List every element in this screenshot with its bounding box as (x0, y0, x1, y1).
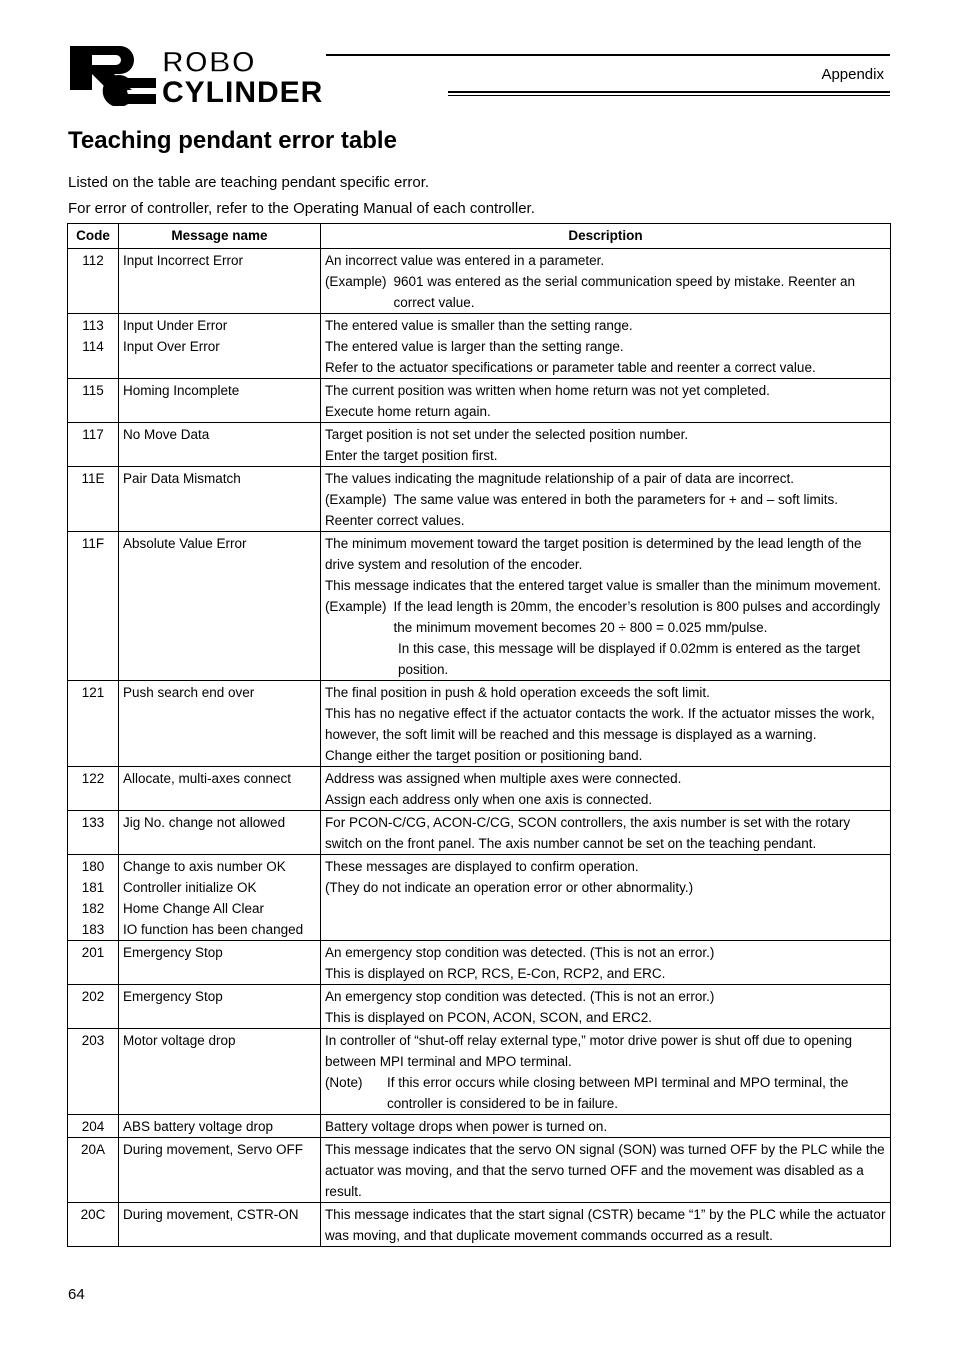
description-text: The minimum movement toward the target position is determined by the lead length of the drive system and resolution of the encoder. (324, 536, 862, 572)
error-code: 202 (81, 989, 105, 1004)
message-name: During movement, Servo OFF (122, 1142, 304, 1157)
error-code: 133 (81, 815, 105, 830)
description-text: The current position was written when home return was not yet completed. (324, 383, 770, 398)
header-rule-bottom-thin (448, 95, 890, 96)
description-text: For PCON-C/CG, ACON-C/CG, SCON controllers, the axis number is set with the rotary switch on the front panel. The axis number cannot be set on the teaching pendant. (324, 815, 851, 851)
description-text: Change either the target position or positioning band. (324, 748, 643, 763)
error-code: 183 (81, 922, 105, 937)
error-code-cell (68, 985, 119, 1029)
error-code-cell (68, 423, 119, 467)
description-text: The entered value is smaller than the setting range. (324, 318, 633, 333)
description-text: The entered value is larger than the setting range. (324, 339, 624, 354)
description-cell (320, 467, 890, 532)
message-name-cell (118, 532, 320, 681)
description-cell (320, 767, 890, 811)
message-name: Absolute Value Error (122, 536, 247, 551)
message-name: Controller initialize OK (122, 880, 257, 895)
message-name: IO function has been changed (122, 922, 304, 937)
description-cell (320, 681, 890, 767)
error-code-cell (68, 1138, 119, 1203)
message-name: During movement, CSTR-ON (122, 1207, 299, 1222)
description-text: The same value was entered in both the parameters for + and – soft limits. (393, 492, 839, 507)
table-row (68, 467, 891, 532)
header-description: Description (320, 224, 890, 249)
description-text: This is displayed on RCP, RCS, E-Con, RCP2, and ERC. (324, 966, 666, 981)
error-code-cell (68, 249, 119, 314)
message-name-cell (118, 811, 320, 855)
error-code: 182 (81, 901, 105, 916)
message-name: Emergency Stop (122, 945, 223, 960)
error-code: 117 (82, 427, 104, 442)
table-row (68, 941, 891, 985)
description-cell (320, 1115, 890, 1138)
error-code: 180 (81, 859, 105, 874)
description-cell (320, 532, 890, 681)
description-cell (320, 314, 890, 379)
message-name: Input Over Error (122, 339, 220, 354)
table-row (68, 811, 891, 855)
table-row (68, 1138, 891, 1203)
page-number: 64 (68, 1286, 85, 1303)
message-name: Pair Data Mismatch (122, 471, 241, 486)
note-label: (Note) (324, 1075, 363, 1090)
logo-text-cylinder: CYLINDER (162, 76, 324, 106)
message-name-cell (118, 467, 320, 532)
example-line (325, 489, 886, 510)
message-name-cell (118, 1115, 320, 1138)
description-text: This has no negative effect if the actuator contacts the work. If the actuator misses the work, however, the soft limit will be reached and this message is displayed as a warning. (324, 706, 875, 742)
message-name: Home Change All Clear (122, 901, 265, 916)
description-text: If the lead length is 20mm, the encoder’s resolution is 800 pulses and accordingly the minimum movement becomes 20 ÷ 800 = 0.025 mm/pulse. (393, 599, 880, 635)
error-code-cell (68, 1115, 119, 1138)
error-code: 20A (80, 1142, 105, 1157)
error-code: 204 (81, 1119, 105, 1134)
description-text: Enter the target position first. (324, 448, 498, 463)
message-name-cell (118, 681, 320, 767)
logo-text-robo: ROBO (162, 46, 256, 79)
error-code-cell (68, 1203, 119, 1247)
message-name: Push search end over (122, 685, 255, 700)
description-text: Execute home return again. (324, 404, 491, 419)
message-name-cell (118, 985, 320, 1029)
message-name: Input Incorrect Error (122, 253, 244, 268)
page-header (68, 44, 890, 106)
error-code-cell (68, 855, 119, 941)
description-text: Battery voltage drops when power is turned on. (324, 1119, 608, 1134)
description-text: An emergency stop condition was detected. (This is not an error.) (324, 989, 715, 1004)
description-text: If this error occurs while closing between MPI terminal and MPO terminal, the controller is considered to be in failure. (386, 1075, 849, 1111)
table-row (68, 855, 891, 941)
table-row (68, 767, 891, 811)
table-row (68, 314, 891, 379)
description-cell (320, 985, 890, 1029)
message-name: ABS battery voltage drop (122, 1119, 274, 1134)
message-name: Motor voltage drop (122, 1033, 236, 1048)
example-label: (Example) (324, 492, 387, 507)
message-name-cell (118, 1138, 320, 1203)
example-label: (Example) (324, 599, 387, 614)
message-name-cell (118, 767, 320, 811)
error-code: 11F (81, 536, 105, 551)
error-code: 112 (82, 253, 104, 268)
description-text: These messages are displayed to confirm operation. (324, 859, 639, 874)
table-row (68, 1203, 891, 1247)
message-name-cell (118, 314, 320, 379)
description-text: This message indicates that the servo ON signal (SON) was turned OFF by the PLC while the actuator was moving, and that the servo turned OFF and the movement was disabled as a result. (324, 1142, 885, 1199)
description-cell (320, 855, 890, 941)
error-code: 11E (81, 471, 105, 486)
description-text: In this case, this message will be displayed if 0.02mm is entered as the target position. (397, 641, 861, 677)
error-rows (68, 249, 891, 1247)
description-text: An incorrect value was entered in a parameter. (324, 253, 605, 268)
header-message-name: Message name (118, 224, 320, 249)
message-name-cell (118, 379, 320, 423)
message-name: Allocate, multi-axes connect (122, 771, 292, 786)
error-code: 113 (82, 318, 104, 333)
intro-text-2: For error of controller, refer to the Operating Manual of each controller. (68, 200, 535, 217)
error-code: 203 (81, 1033, 105, 1048)
error-code: 121 (81, 685, 105, 700)
table-row (68, 423, 891, 467)
error-code-cell (68, 379, 119, 423)
error-code: 201 (81, 945, 105, 960)
description-text: Reenter correct values. (324, 513, 465, 528)
description-text: The final position in push & hold operation exceeds the soft limit. (324, 685, 710, 700)
description-cell (320, 1203, 890, 1247)
page-title: Teaching pendant error table (68, 127, 397, 154)
error-code-cell (68, 532, 119, 681)
description-text: This is displayed on PCON, ACON, SCON, and ERC2. (324, 1010, 653, 1025)
message-name: Emergency Stop (122, 989, 223, 1004)
description-text: Assign each address only when one axis is connected. (324, 792, 653, 807)
header-code: Code (68, 224, 119, 249)
description-text: 9601 was entered as the serial communication speed by mistake. Reenter an correct value. (393, 274, 855, 310)
message-name-cell (118, 941, 320, 985)
message-name: Change to axis number OK (122, 859, 286, 874)
error-code-cell (68, 767, 119, 811)
message-name-cell (118, 249, 320, 314)
example-line (325, 271, 886, 313)
description-cell (320, 941, 890, 985)
table-row (68, 681, 891, 767)
intro-text-1: Listed on the table are teaching pendant specific error. (68, 174, 430, 191)
description-text: This message indicates that the start signal (CSTR) became “1” by the PLC while the actuator was moving, and that duplicate movement commands occurred as a result. (324, 1207, 886, 1243)
error-code: 115 (82, 383, 104, 398)
table-row (68, 379, 891, 423)
note-line (325, 1072, 886, 1114)
description-cell (320, 379, 890, 423)
example-line (325, 596, 886, 638)
error-table (67, 223, 891, 1247)
table-row (68, 1115, 891, 1138)
description-cell (320, 811, 890, 855)
table-row (68, 249, 891, 314)
description-cell (320, 1138, 890, 1203)
section-label: Appendix (821, 66, 884, 83)
table-header-row (68, 224, 891, 249)
table-row (68, 985, 891, 1029)
description-cell (320, 1029, 890, 1115)
description-text: The values indicating the magnitude relationship of a pair of data are incorrect. (324, 471, 794, 486)
description-cell (320, 423, 890, 467)
description-text: This message indicates that the entered target value is smaller than the minimum movement. (324, 578, 881, 593)
header-rule-top (326, 54, 890, 56)
message-name-cell (118, 855, 320, 941)
error-code: 122 (81, 771, 105, 786)
error-code: 114 (82, 339, 104, 354)
table-row (68, 532, 891, 681)
description-text: Target position is not set under the selected position number. (324, 427, 689, 442)
error-code: 20C (80, 1207, 106, 1222)
table-row (68, 1029, 891, 1115)
message-name-cell (118, 1029, 320, 1115)
message-name: Jig No. change not allowed (122, 815, 286, 830)
description-cell (320, 249, 890, 314)
description-text: (They do not indicate an operation error or other abnormality.) (324, 880, 694, 895)
description-text: Address was assigned when multiple axes were connected. (324, 771, 682, 786)
message-name-cell (118, 423, 320, 467)
error-code-cell (68, 467, 119, 532)
description-text: In controller of “shut-off relay external type,” motor drive power is shut off due to opening between MPI terminal and MPO terminal. (324, 1033, 852, 1069)
error-code-cell (68, 941, 119, 985)
message-name: Homing Incomplete (122, 383, 240, 398)
error-code-cell (68, 811, 119, 855)
error-code-cell (68, 314, 119, 379)
error-code-cell (68, 1029, 119, 1115)
description-text: An emergency stop condition was detected. (This is not an error.) (324, 945, 715, 960)
error-code-cell (68, 681, 119, 767)
example-label: (Example) (324, 274, 387, 289)
header-rule-bottom (448, 91, 890, 93)
message-name: Input Under Error (122, 318, 228, 333)
message-name-cell (118, 1203, 320, 1247)
error-code: 181 (81, 880, 105, 895)
message-name: No Move Data (122, 427, 210, 442)
description-text: Refer to the actuator specifications or parameter table and reenter a correct value. (324, 360, 816, 375)
